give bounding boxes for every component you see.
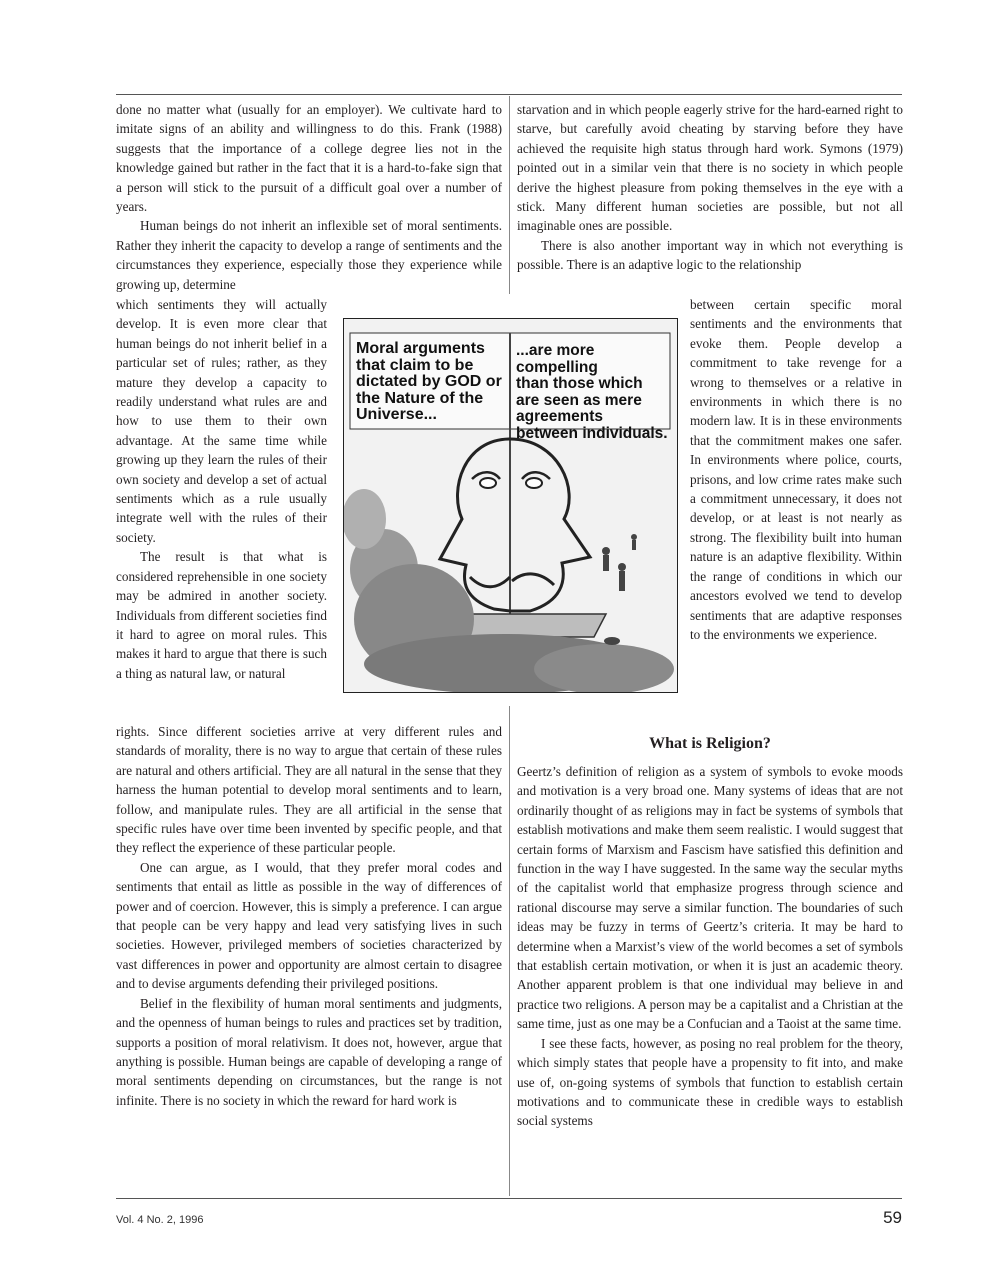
left-paragraph-4: One can argue, as I would, that they prefer moral codes and sentiments that entail as little as possible in the way of differences of power and of coercion. However, this is simply a preference. I can argue that people can be very happy and lead very satisfying lives in such societies. However, privileged members of societies characterized by vast differences in power and opportunity are almost certain to disagree and to devise arguments defending their privileged positions.: [116, 859, 502, 992]
right-paragraph-4: I see these facts, however, as posing no real problem for the theory, which simply states that people have a propensity to fit into, and make use of, on-going systems of symbols that function to establish certain motivations and to communicate these in credible ways to establish social systems: [517, 1035, 903, 1129]
left-column: [116, 100, 502, 294]
right-paragraph-2: There is also another important way in which not everything is possible. There is an adaptive logic to the relationship: [517, 237, 903, 273]
column-separator-lower: [509, 706, 510, 1196]
right-paragraph-2-continued: between certain specific moral sentiments and the environments that evoke them. People develop a commitment to take revenge for a wrong to themselves or a relative in environments in which there is no modern law. It is in these environments that the commitment makes one safer. In environments where police, courts, prisons, and low crime rates make such a commitment unnecessary, it does not develop, or at least is not nearly as strong. The flexibility built into human nature is an adaptive flexibility. Within the range of conditions in which our ancestors evolved we tend to develop sentiments that are adaptive responses to the environments we experience.: [690, 297, 902, 642]
left-paragraph-2-continued: which sentiments they will actually develop. It is even more clear that human beings do not inherit belief in a particular set of rules; rather, as they mature they develop a capacity to readily understand what rules are and how to use them to their own advantage. At the same time while growing up they learn the rules of their own society and develop a set of actual sentiments which as a rule usually integrate well with the rules of their society.: [116, 297, 327, 545]
caption-right: ...are more compelling than those which are seen as mere agreements between individuals.: [516, 342, 668, 442]
bottom-rule: [116, 1198, 902, 1199]
left-paragraph-5: Belief in the flexibility of human moral sentiments and judgments, and the openness of human beings to rules and practices set by tradition, supports a position of moral relativism. It does not, however, argue that anything is possible. Human beings are capable of developing a range of moral sentiments depending on circumstances, but the range is not infinite. There is no society in which the reward for hard work is: [116, 995, 502, 1108]
right-paragraph-3: Geertz’s definition of religion as a system of symbols to evoke moods and motivation is a very broad one. Many systems of ideas that are not ordinarily thought of as religions may in fact be systems of symbols that establish motivations and make them seem realistic. I would suggest that certain forms of Marxism and Fascism have satisfied this definition and function in the way I have suggested. In the same way the secular myths of the capitalist world that emphasize progress through science and rational discourse may serve a similar function. The boundaries of such ideas may be fuzzy in terms of Geertz’s criteria. It may be hard to determine when a Marxist’s view of the world becomes a set of symbols that establish certain motivation, or when it is just an academic theory. Another apparent problem is that one individual may believe in and practice two religions. A person may be a capitalist and a Christian at the same time, just as one may be a Confucian and a Taoist at the same time.: [517, 764, 903, 1032]
top-rule: [116, 94, 902, 95]
right-column: [517, 100, 903, 275]
left-column-narrow: [116, 295, 327, 683]
section-heading: What is Religion?: [649, 735, 771, 752]
left-paragraph-3: The result is that what is considered reprehensible in one society may be admired in another society. Individuals from different societies find it hard to agree on moral rules. This makes it hard to argue that there is such a thing as natural law, or natural: [116, 549, 327, 681]
caption-left: Moral arguments that claim to be dictated by GOD or the Nature of the Universe...: [356, 340, 502, 423]
left-column-lower: [116, 722, 502, 1110]
column-separator: [509, 96, 510, 294]
left-paragraph-3-continued: rights. Since different societies arrive at very different rules and standards of morality, there is no way to argue that certain of these rules are natural and others artificial. They are all natural in the sense that they harness the human potential to develop moral sentiments and to learn, follow, and manipulate rules. They are all artificial in the sense that specific rules have over time been invented by specific people, and that they reflect the experience of these particular people.: [116, 724, 502, 856]
page-number: 59: [883, 1208, 902, 1227]
right-column-lower: [517, 762, 903, 1131]
small-figures: [602, 534, 637, 645]
split-face: [440, 439, 590, 611]
left-paragraph-2: Human beings do not inherit an inflexible set of moral sentiments. Rather they inherit the capacity to develop a range of sentiments and the circumstances they experience, especially those they experience while growing up, determine: [116, 218, 502, 292]
right-column-narrow: [690, 295, 902, 644]
journal-citation: Vol. 4 No. 2, 1996: [116, 1214, 204, 1226]
right-paragraph-1: starvation and in which people eagerly strive for the hard-earned right to starve, but carefully avoid cheating by starving before they have achieved the requisite high status through hard work. Symons (1979) pointed out in a similar vein that there is no society in which people derive the highest pleasure from poking themselves in the eye with a stick. Many different human societies are possible, but not all imaginable ones are possible.: [517, 102, 903, 234]
left-paragraph-1: done no matter what (usually for an employer). We cultivate hard to imitate signs of an ability and willingness to do this. Frank (1988) suggests that the importance of a college degree lies not in the knowledge gained but rather in the fact that it is a hard-to-fake sign that a person will stick to the pursuit of a difficult goal over a number of years.: [116, 102, 502, 215]
cartoon-illustration: [343, 318, 678, 693]
